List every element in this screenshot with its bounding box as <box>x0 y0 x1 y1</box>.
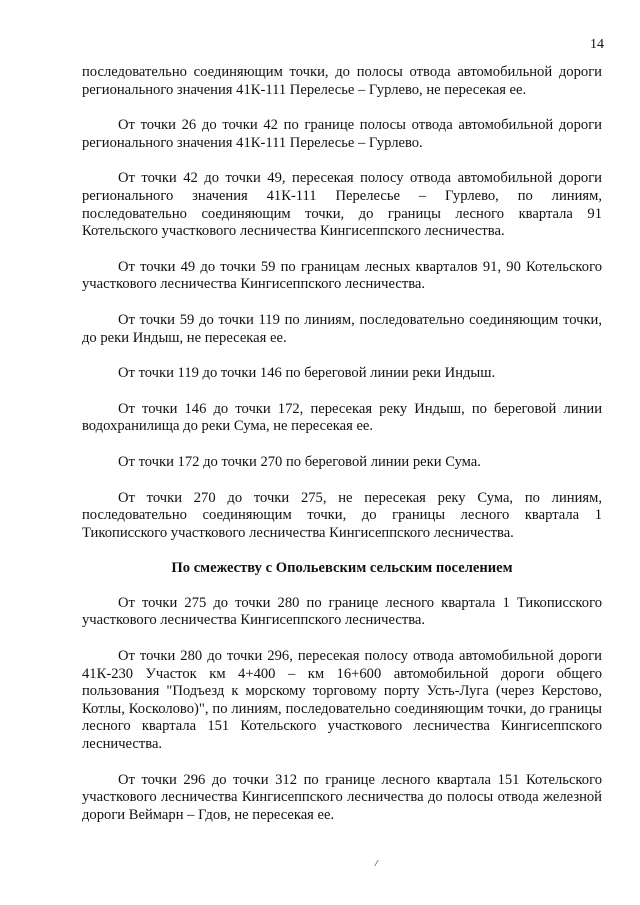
scan-artifact-mark <box>374 860 382 866</box>
document-body <box>82 64 602 842</box>
section-heading: По смежеству с Опольевским сельским поселением <box>171 560 513 577</box>
paragraph: От точки 49 до точки 59 по границам лесных кварталов 91, 90 Котельского участкового лесничества Кингисеппского лесничества. <box>82 258 602 293</box>
paragraph: От точки 275 до точки 280 по границе лесного квартала 1 Тикописского участкового лесничества Кингисеппского лесничества. <box>82 594 602 629</box>
paragraph: От точки 59 до точки 119 по линиям, последовательно соединяющим точки, до реки Индыш, не пересекая ее. <box>82 311 602 346</box>
paragraph: От точки 172 до точки 270 по береговой линии реки Сума. <box>118 453 481 470</box>
paragraph: От точки 26 до точки 42 по границе полосы отвода автомобильной дороги регионального значения 41К-111 Перелесье – Гурлево. <box>82 117 602 151</box>
paragraph: От точки 296 до точки 312 по границе лесного квартала 151 Котельского участкового лесничества Кингисеппского лесничества до полосы отвода железной дороги Веймарн – Гдов, не пересекая ее. <box>82 771 602 823</box>
paragraph: От точки 146 до точки 172, пересекая реку Индыш, по береговой линии водохранилища до реки Сума, не пересекая ее. <box>82 400 602 435</box>
paragraph: От точки 119 до точки 146 по береговой линии реки Индыш. <box>118 365 496 382</box>
paragraph: последовательно соединяющим точки, до полосы отвода автомобильной дороги регионального значения 41К-111 Перелесье – Гурлево, не пересекая ее. <box>82 64 602 98</box>
paragraph: От точки 42 до точки 49, пересекая полосу отвода автомобильной дороги регионального значения 41К-111 Перелесье – Гурлево, по линиям, последовательно соединяющим точки, до границы лесного квартала 91 Котельского участкового лесничества Кингисеппского лесничества. <box>82 170 602 240</box>
paragraph: От точки 280 до точки 296, пересекая полосу отвода автомобильной дороги 41К-230 Участок км 4+400 – км 16+600 автомобильной дороги общего пользования "Подъезд к морскому торговому порту Усть-Луга (через Керстово, Котлы, Косколово)", по линиям, последовательно соединяющим точки, до границы лесного квартала 151 Котельского участкового лесничества Кингисеппского лесничества. <box>82 648 602 753</box>
page-number: 14 <box>590 37 604 52</box>
paragraph: От точки 270 до точки 275, не пересекая реку Сума, по линиям, последовательно соединяющим точки, до границы лесного квартала 1 Тикописского участкового лесничества Кингисеппского лесничества. <box>82 489 602 541</box>
